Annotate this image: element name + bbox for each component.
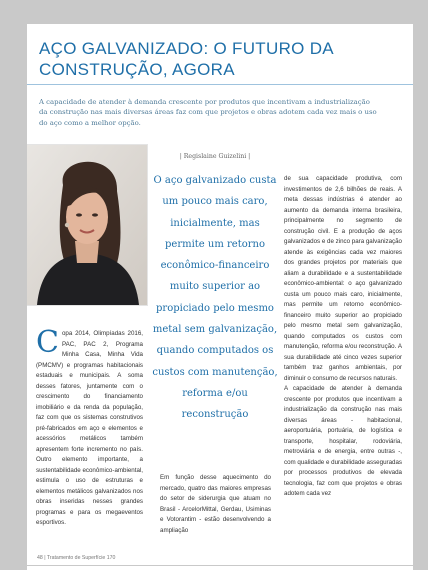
author-photo — [27, 145, 147, 305]
portrait-image — [27, 145, 147, 305]
footer-divider — [27, 565, 413, 566]
body-column-2 — [160, 473, 271, 536]
body-column-3 — [284, 174, 402, 500]
title-divider — [27, 84, 413, 85]
paragraph: A capacidade de atender à demanda crescente por produtos que incentivam a industrialização da construção nas mais diversas áreas - habitacional, aeroportuária, portuária, de logística e transporte, hospitalar, rodoviária, metroviária e de energia, entre outras -, com qualidade e durabilidade asseguradas por processos produtivos de elevada tecnologia, faz com que projetos e obras adotem cada vez — [284, 385, 402, 497]
author-byline: | Regislaine Guizelini | — [179, 153, 251, 160]
drop-cap: C — [36, 325, 59, 360]
magazine-page — [27, 24, 413, 570]
paragraph: opa 2014, Olimpíadas 2016, PAC, PAC 2, Programa Minha Casa, Minha Vida (PMCMV) e programas habitacionais estaduais e municipais. A soma desses fatores, juntamente com o crescimento do financiamento imobiliário e da renda da população, faz com que os sistemas construtivos pré-fabricados em aço e elementos e acessórios metálicos também apresentem forte incremento no país. Outro elemento importante, a sustentabilidade econômico-ambiental, estimula o uso de estruturas e elementos metálicos galvanizados nos obras inseridas nesses grandes programas e para os megaeventos esportivos. — [36, 330, 143, 526]
page-footer: 48 | Tratamento de Superfície 170 — [37, 555, 116, 561]
paragraph: Em função desse aquecimento do mercado, quatro das maiores empresas do setor de siderurgia que atuam no Brasil - ArcelorMittal, Gerdau, Usiminas e Votorantim - estão desenvolvendo a ampliação — [160, 474, 271, 534]
body-column-1 — [36, 325, 143, 529]
article-lead: A capacidade de atender à demanda crescente por produtos que incentivam a industrialização da construção nas mais diversas áreas faz com que projetos e obras adotem cada vez mais o uso do aço como a melhor opção. — [39, 98, 377, 127]
pull-quote: O aço galvanizado custa um pouco mais caro, inicialmente, mas permite um retorno econômico-financeiro muito superior ao propiciado pelo mesmo metal sem galvanização, quando computados os custos com manutenção, reforma e/ou reconstrução — [152, 175, 278, 421]
paragraph: de sua capacidade produtiva, com investimentos de 2,6 bilhões de reais. A meta dessas indústrias é atender ao aumento da demanda interna brasileira, principalmente no segmento de construção civil. E a produção de aços galvanizados e de zinco para galvanização atende às exigências cada vez maiores dos grandes projetos por materiais que aliam a durabilidade e a sustentabilidade econômico-ambiental: o aço galvanizado custa um pouco mais caro, inicialmente, mas permite um retorno econômico-financeiro muito superior ao propiciado pelo mesmo metal sem galvanização, quando computados os custos com manutenção, reforma e/ou reconstrução. A sua durabilidade até cinco vezes superior também traz ganhos ambientais, por diminuir o consumo de recursos naturais. — [284, 175, 402, 382]
article-title: AÇO GALVANIZADO: O FUTURO DA CONSTRUÇÃO, AGORA — [39, 39, 333, 79]
